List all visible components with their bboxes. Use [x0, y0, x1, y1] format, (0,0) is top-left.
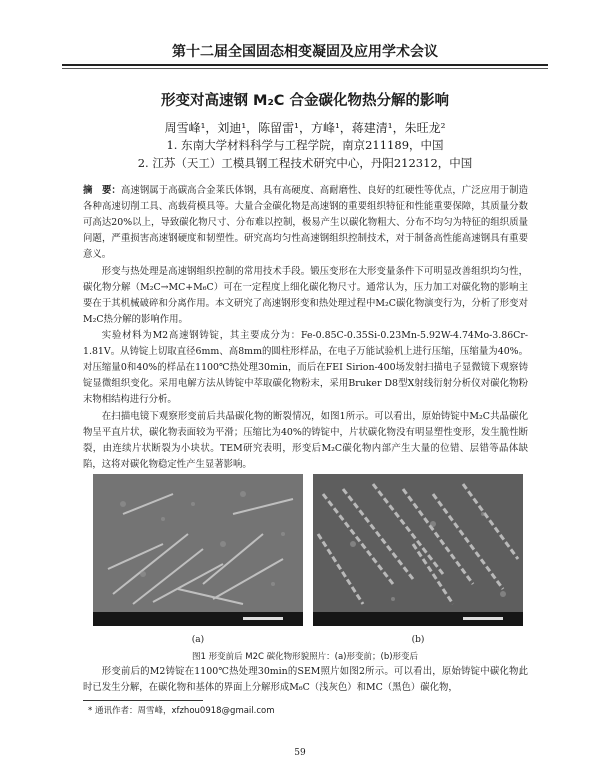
- body-paragraph-2: 实验材料为M2高速钢铸锭，其主要成分为：Fe-0.85C-0.35Si-0.23Mn-5.92W-4.74Mo-3.86Cr-1.81V。从铸锭上切取直径6mm、高8mm的圆柱形样品，在电子万能试验机上进行压缩，压缩量为40%。对压缩量0和40%的样品在1100℃热处理30min，而后在FEI Sirion-400场发射扫描电子显微镜下观察铸锭显微组织变化。采用电解方法从铸锭中萃取碳化物粉末，采用Bruker D8型X射线衍射分析仪对碳化物粉末物相结构进行分析。: [83, 330, 528, 405]
- page-number: 59: [294, 748, 306, 758]
- paper-title: 形变对高速钢 M₂C 合金碳化物热分解的影响: [160, 93, 450, 109]
- body-paragraph-4: 形变前后的M2铸锭在1100℃热处理30min的SEM照片如图2所示。可以看出，原始铸锭中碳化物此时已发生分解，在碳化物和基体的界面上分解形成M₆C（浅灰色）和MC（黑色）碳化物，: [83, 666, 528, 693]
- abstract: [83, 183, 528, 263]
- figure-1: [93, 474, 523, 646]
- header-rule-thin: [62, 68, 548, 69]
- body-paragraph-3: 在扫描电镜下观察形变前后共晶碳化物的断裂情况，如图1所示。可以看出，原始铸锭中M₂C共晶碳化物呈平直片状，碳化物表面较为平滑；压缩比为40%的铸锭中，片状碳化物没有明显塑性变形，发生脆性断裂，由连续片状断裂为小块状。TEM研究表明，形变后M₂C碳化物内部产生大量的位错、层错等晶体缺陷，这将对碳化物稳定性产生显著影响。: [83, 411, 528, 470]
- affiliation-1: 1. 东南大学材料科学与工程学院，南京211189，中国: [166, 138, 444, 152]
- figure-label-b: (b): [411, 635, 425, 645]
- sem-image-a: [93, 474, 303, 626]
- sem-image-b: [313, 474, 523, 626]
- body-paragraph-1: 形变与热处理是高速钢组织控制的常用技术手段。锻压变形在大形变量条件下可明显改善组织均匀性，碳化物分解（M₂C→MC+M₆C）可在一定程度上细化碳化物尺寸。通常认为，压力加工对碳化物的影响主要在于其机械破碎和分离作用。本文研究了高速钢形变和热处理过程中M₂C碳化物演变行为，分析了形变对M₂C热分解的影响作用。: [83, 266, 528, 325]
- abstract-label: 摘 要：: [83, 185, 121, 196]
- author-list: 周雪峰¹，刘迪¹，陈留雷¹，方峰¹，蒋建清¹，朱旺龙²: [164, 121, 446, 135]
- abstract-text: 高速钢属于高碳高合金莱氏体钢，具有高硬度、高耐磨性、良好的红硬性等优点，广泛应用于制造各种高速切削工具、高载荷模具等。大量合金碳化物是高速钢的重要组织特征和性能重要保障，其质量分数可高达20%以上，导致碳化物尺寸、分布难以控制，极易产生以碳化物粗大、分布不均匀为特征的组织质量问题，严重损害高速钢硬度和韧塑性。研究高均匀性高速钢组织控制技术，对于制备高性能高速钢具有重要意义。: [83, 185, 528, 260]
- figure-label-a: (a): [191, 635, 205, 645]
- footnote: * 通讯作者：周雪峰，xfzhou0918@gmail.com: [88, 706, 275, 716]
- figure-caption: 图1 形变前后 M2C 碳化物形貌照片：(a)形变前；(b)形变后: [191, 652, 419, 662]
- header-rule: [62, 64, 548, 66]
- affiliation-2: 2. 江苏（天工）工模具钢工程技术研究中心，丹阳212312，中国: [137, 156, 473, 170]
- footnote-rule: [83, 700, 203, 701]
- conference-header: 第十二届全国固态相变凝固及应用学术会议: [172, 44, 438, 60]
